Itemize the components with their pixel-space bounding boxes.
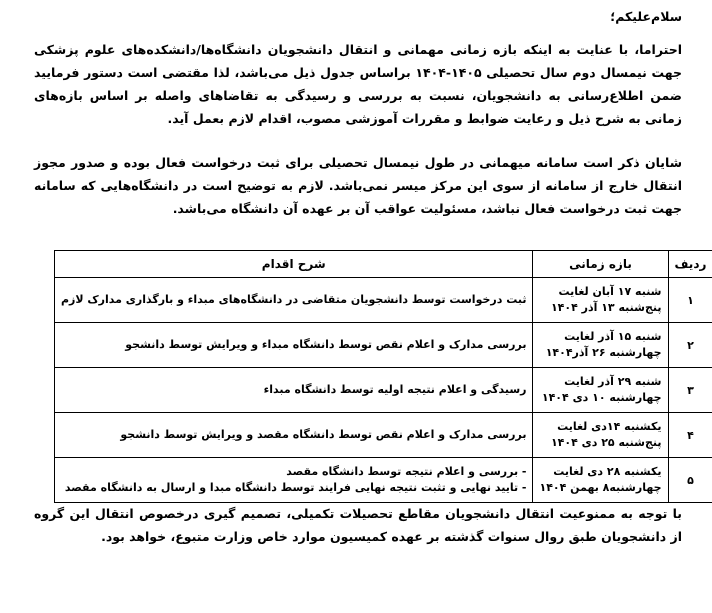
- row-action: [55, 368, 533, 413]
- row-index: ۱: [668, 278, 712, 323]
- row-action-line: بررسی مدارک و اعلام نقص توسط دانشگاه مبداء و ویرایش توسط دانشجو: [125, 338, 527, 351]
- row-action-line: بررسی مدارک و اعلام نقص توسط دانشگاه مقصد و ویرایش توسط دانشجو: [120, 428, 527, 441]
- row-action: [55, 323, 533, 368]
- row-time-end: چهارشنبه ۱۰ دی ۱۴۰۴: [541, 391, 662, 404]
- paragraph-system-note: شایان ذکر است سامانه میهمانی در طول نیمسال تحصیلی برای ثبت درخواست فعال بوده و صدور مجوز انتقال خارج از سامانه از سوی این مرکز میسر نمی‌باشد. لازم به توضیح است در دانشگاه‌هایی که سامانه جهت ثبت درخواست فعال نباشد، مسئولیت عواقب آن بر عهده آن دانشگاه می‌باشد.: [34, 155, 682, 216]
- row-time: [533, 458, 668, 503]
- row-time: [533, 278, 668, 323]
- table-row: [55, 278, 712, 323]
- table-row: [55, 368, 712, 413]
- row-action-line: - بررسی و اعلام نتیجه توسط دانشگاه مقصد: [286, 465, 527, 478]
- row-action: [55, 413, 533, 458]
- row-action-line: ثبت درخواست توسط دانشجویان متقاضی در دانشگاه‌های مبداء و بارگذاری مدارک لازم: [61, 293, 527, 306]
- table-row: [55, 323, 712, 368]
- header-index: ردیف: [668, 251, 712, 278]
- row-time-start: یکشنبه ۱۴دی لغایت: [557, 420, 662, 433]
- row-time: [533, 323, 668, 368]
- row-index: ۲: [668, 323, 712, 368]
- row-time-start: شنبه ۲۹ آذر لغایت: [564, 375, 662, 388]
- row-time-end: چهارشنبه۸ بهمن ۱۴۰۴: [539, 481, 662, 494]
- header-action: شرح اقدام: [55, 251, 533, 278]
- row-time-end: چهارشنبه ۲۶ آذر۱۴۰۴: [545, 346, 662, 359]
- schedule-table: [54, 250, 712, 503]
- row-time-end: پنج‌شنبه ۱۳ آذر ۱۴۰۴: [550, 301, 662, 314]
- paragraph-postgraduate-note: با توجه به ممنوعیت انتقال دانشجویان مقاطع تحصیلات تکمیلی، تصمیم گیری درخصوص انتقال این گروه از دانشجویان طبق روال سنوات گذشته بر عهده کمیسیون موارد خاص وزارت متبوع، خواهد بود.: [34, 506, 682, 544]
- row-index: ۳: [668, 368, 712, 413]
- row-time-end: پنج‌شنبه ۲۵ دی ۱۴۰۴: [550, 436, 662, 449]
- greeting: سلام‌علیکم؛: [610, 9, 682, 24]
- table-header-row: [55, 251, 712, 278]
- row-index: ۴: [668, 413, 712, 458]
- table-row: [55, 458, 712, 503]
- row-action-line: - تایید نهایی و تثبت نتیجه نهایی فرایند توسط دانشگاه مبدا و ارسال به دانشگاه مقصد: [64, 481, 527, 494]
- paragraph-intro: احتراما، با عنایت به اینکه بازه زمانی مهمانی و انتقال دانشجویان دانشگاه‌ها/دانشکده‌های علوم پزشکی جهت نیمسال دوم سال تحصیلی ۱۴۰۵-۱۴۰۴ براساس جدول ذیل می‌باشد، لذا مقتضی است دستور فرمایید ضمن اطلاع‌رسانی به دانشجویان، نسبت به بررسی و رسیدگی به تقاضاهای واصله بر اساس بازه‌های زمانی به شرح ذیل و رعایت ضوابط و مقررات آموزشی مصوب، اقدام لازم بعمل آید.: [34, 42, 682, 126]
- header-time: بازه زمانی: [533, 251, 668, 278]
- row-time: [533, 368, 668, 413]
- row-time-start: شنبه ۱۷ آبان لغایت: [558, 285, 662, 298]
- row-time-start: شنبه ۱۵ آذر لغایت: [564, 330, 662, 343]
- row-action-line: رسیدگی و اعلام نتیجه اولیه توسط دانشگاه مبداء: [263, 383, 527, 396]
- row-time-start: یکشنبه ۲۸ دی لغایت: [553, 465, 662, 478]
- table-row: [55, 413, 712, 458]
- row-index: ۵: [668, 458, 712, 503]
- row-time: [533, 413, 668, 458]
- row-action: [55, 278, 533, 323]
- row-action: [55, 458, 533, 503]
